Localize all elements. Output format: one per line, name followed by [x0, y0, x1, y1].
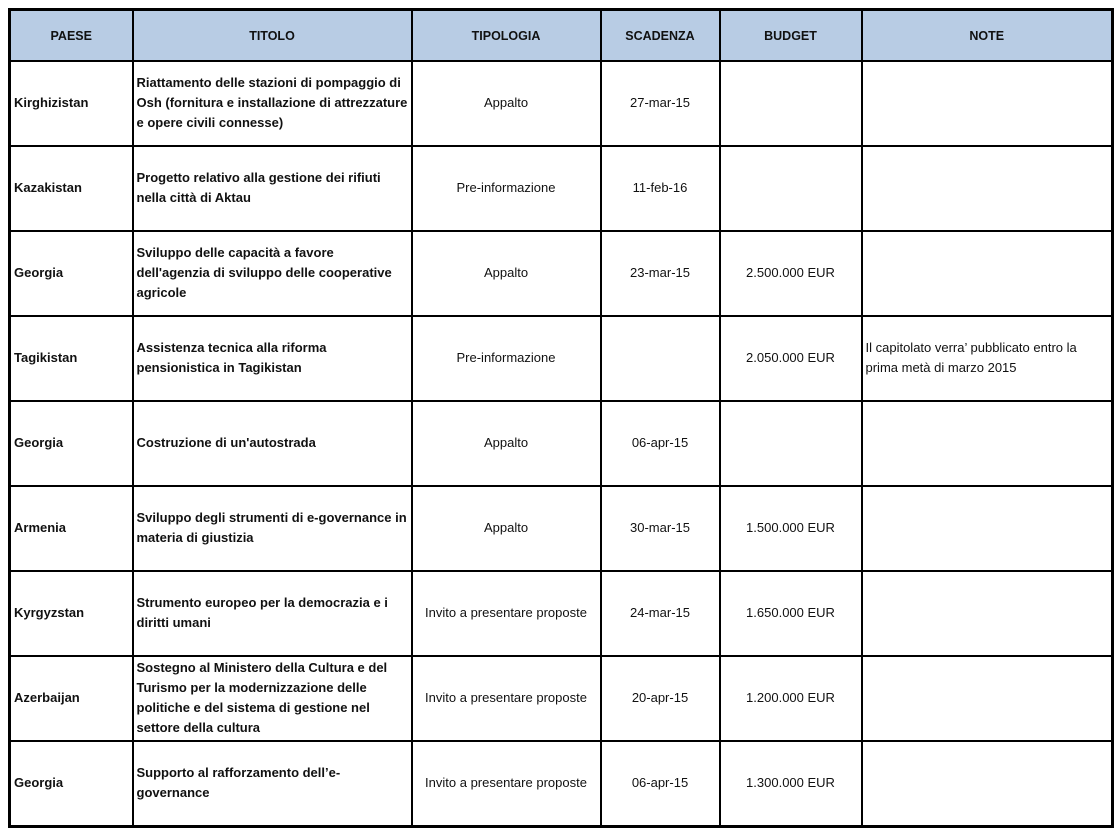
- cell-titolo: Assistenza tecnica alla riforma pensionistica in Tagikistan: [133, 316, 412, 401]
- cell-budget: [720, 61, 862, 146]
- cell-tipologia: Pre-informazione: [412, 316, 601, 401]
- table-row: [10, 316, 1113, 401]
- header-paese: PAESE: [10, 10, 133, 62]
- cell-scadenza: 11-feb-16: [601, 146, 720, 231]
- cell-tipologia: Invito a presentare proposte: [412, 741, 601, 827]
- cell-budget: 2.500.000 EUR: [720, 231, 862, 316]
- cell-scadenza: 27-mar-15: [601, 61, 720, 146]
- cell-titolo: Riattamento delle stazioni di pompaggio di Osh (fornitura e installazione di attrezzature e opere civili connesse): [133, 61, 412, 146]
- cell-tipologia: Appalto: [412, 486, 601, 571]
- cell-scadenza: [601, 316, 720, 401]
- header-titolo: TITOLO: [133, 10, 412, 62]
- cell-scadenza: 30-mar-15: [601, 486, 720, 571]
- table-row: [10, 146, 1113, 231]
- tenders-table: [8, 8, 1114, 828]
- cell-note: [862, 401, 1113, 486]
- cell-scadenza: 06-apr-15: [601, 401, 720, 486]
- table-row: [10, 741, 1113, 827]
- cell-note: [862, 741, 1113, 827]
- cell-paese: Georgia: [10, 231, 133, 316]
- table-row: [10, 61, 1113, 146]
- cell-titolo: Sostegno al Ministero della Cultura e del Turismo per la modernizzazione delle politiche e del sistema di gestione nel settore della cultura: [133, 656, 412, 741]
- cell-titolo: Progetto relativo alla gestione dei rifiuti nella città di Aktau: [133, 146, 412, 231]
- cell-paese: Georgia: [10, 741, 133, 827]
- cell-note: [862, 231, 1113, 316]
- cell-scadenza: 20-apr-15: [601, 656, 720, 741]
- cell-tipologia: Invito a presentare proposte: [412, 656, 601, 741]
- cell-paese: Armenia: [10, 486, 133, 571]
- table-row: [10, 656, 1113, 741]
- cell-note: [862, 61, 1113, 146]
- cell-budget: [720, 146, 862, 231]
- cell-scadenza: 06-apr-15: [601, 741, 720, 827]
- cell-note: [862, 486, 1113, 571]
- cell-paese: Kirghizistan: [10, 61, 133, 146]
- header-row: [10, 10, 1113, 62]
- table-row: [10, 401, 1113, 486]
- cell-tipologia: Appalto: [412, 401, 601, 486]
- cell-paese: Kazakistan: [10, 146, 133, 231]
- cell-tipologia: Pre-informazione: [412, 146, 601, 231]
- table-row: [10, 571, 1113, 656]
- cell-paese: Tagikistan: [10, 316, 133, 401]
- header-scadenza: SCADENZA: [601, 10, 720, 62]
- cell-titolo: Costruzione di un'autostrada: [133, 401, 412, 486]
- table-body: [10, 61, 1113, 827]
- cell-titolo: Sviluppo delle capacità a favore dell'agenzia di sviluppo delle cooperative agricole: [133, 231, 412, 316]
- header-note: NOTE: [862, 10, 1113, 62]
- cell-titolo: Strumento europeo per la democrazia e i diritti umani: [133, 571, 412, 656]
- cell-tipologia: Invito a presentare proposte: [412, 571, 601, 656]
- cell-note: [862, 146, 1113, 231]
- table-row: [10, 231, 1113, 316]
- header-budget: BUDGET: [720, 10, 862, 62]
- cell-budget: 1.300.000 EUR: [720, 741, 862, 827]
- cell-tipologia: Appalto: [412, 61, 601, 146]
- table-row: [10, 486, 1113, 571]
- cell-titolo: Sviluppo degli strumenti di e-governance in materia di giustizia: [133, 486, 412, 571]
- cell-tipologia: Appalto: [412, 231, 601, 316]
- cell-paese: Azerbaijan: [10, 656, 133, 741]
- cell-budget: [720, 401, 862, 486]
- cell-scadenza: 24-mar-15: [601, 571, 720, 656]
- cell-titolo: Supporto al rafforzamento dell’e-governance: [133, 741, 412, 827]
- cell-note: [862, 571, 1113, 656]
- cell-budget: 2.050.000 EUR: [720, 316, 862, 401]
- cell-note: [862, 656, 1113, 741]
- cell-budget: 1.650.000 EUR: [720, 571, 862, 656]
- cell-note: Il capitolato verra’ pubblicato entro la prima metà di marzo 2015: [862, 316, 1113, 401]
- cell-paese: Kyrgyzstan: [10, 571, 133, 656]
- header-tipologia: TIPOLOGIA: [412, 10, 601, 62]
- cell-paese: Georgia: [10, 401, 133, 486]
- cell-budget: 1.200.000 EUR: [720, 656, 862, 741]
- cell-scadenza: 23-mar-15: [601, 231, 720, 316]
- cell-budget: 1.500.000 EUR: [720, 486, 862, 571]
